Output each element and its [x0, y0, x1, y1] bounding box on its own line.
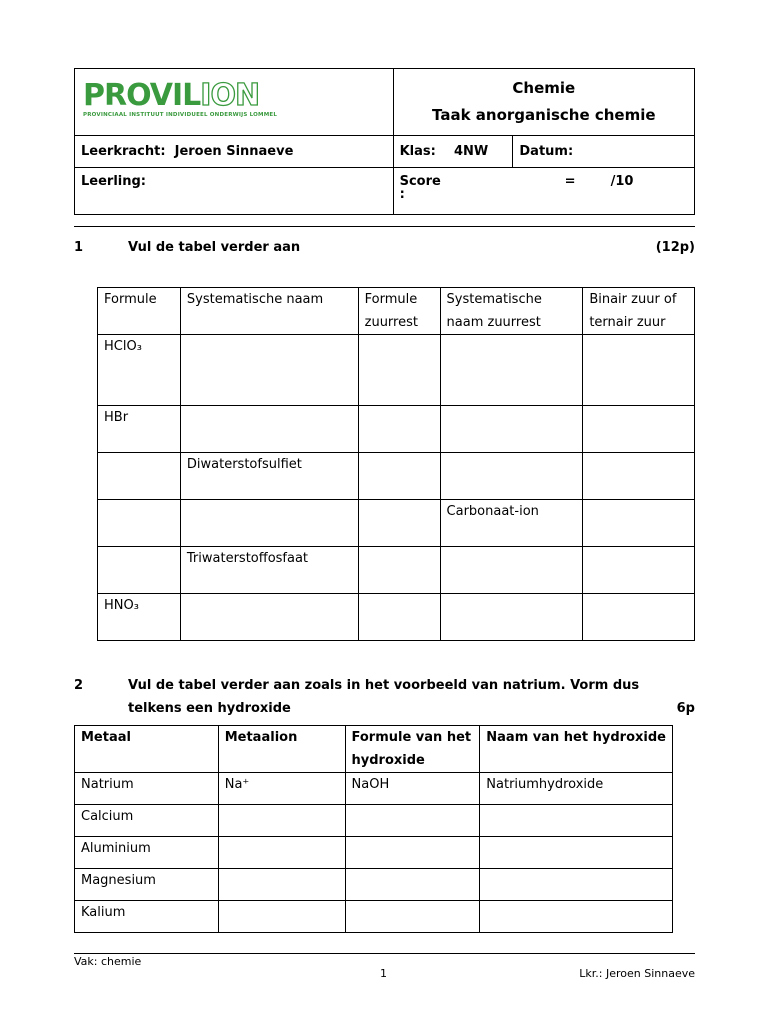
question-2-text-line2: telkens een hydroxide [128, 701, 291, 716]
hydroxide-table-cell[interactable]: Natrium [75, 773, 219, 805]
title-cell [393, 69, 694, 136]
acid-table-cell[interactable] [440, 406, 583, 453]
hydroxide-table-cell[interactable]: Magnesium [75, 869, 219, 901]
acid-table-cell[interactable] [358, 547, 440, 594]
logo-subtitle-b: INDIVIDUEEL ONDERWIJS LOMMEL [165, 112, 278, 118]
acid-table-cell[interactable]: Diwaterstofsulfiet [180, 453, 358, 500]
date-label: Datum: [519, 144, 574, 159]
table-row [98, 406, 695, 453]
table-row [98, 335, 695, 406]
student-cell [75, 168, 394, 215]
acid-table-cell[interactable] [358, 406, 440, 453]
acid-table-cell[interactable]: Carbonaat-ion [440, 500, 583, 547]
acid-table-cell[interactable] [358, 453, 440, 500]
question-1-points: (12p) [655, 240, 695, 255]
acid-table-cell[interactable] [583, 335, 695, 406]
class-cell [393, 136, 513, 168]
acid-table-header: Formule [98, 288, 181, 335]
acid-table-cell[interactable] [583, 594, 695, 641]
table-row [75, 805, 673, 837]
question-2-text-line1: Vul de tabel verder aan zoals in het voorbeeld van natrium. Vorm dus [128, 678, 640, 693]
acid-table-cell[interactable] [583, 406, 695, 453]
footer-divider [74, 953, 695, 954]
score-max: /10 [610, 174, 634, 189]
footer-subject: Vak: chemie [74, 955, 142, 968]
acid-table-cell[interactable] [358, 500, 440, 547]
acid-table-cell[interactable] [98, 453, 181, 500]
table-row [98, 500, 695, 547]
table-row [98, 547, 695, 594]
hydroxide-table-cell[interactable]: Natriumhydroxide [480, 773, 673, 805]
hydroxide-table-cell[interactable] [218, 901, 345, 933]
table-row [75, 773, 673, 805]
question-2-points: 6p [676, 701, 695, 716]
teacher-name: Jeroen Sinnaeve [174, 144, 294, 159]
acid-table-cell[interactable] [98, 547, 181, 594]
hydroxide-table-header: Naam van het hydroxide [480, 726, 673, 773]
hydroxide-table-cell[interactable] [480, 837, 673, 869]
header-divider [74, 226, 695, 227]
acid-table-cell[interactable]: HBr [98, 406, 181, 453]
date-cell [513, 136, 695, 168]
logo-cell [75, 69, 394, 136]
class-value: 4NW [453, 144, 489, 159]
score-cell [393, 168, 694, 215]
table-row [75, 869, 673, 901]
hydroxide-table-cell[interactable] [345, 901, 480, 933]
table-row [75, 901, 673, 933]
score-label: Score [399, 174, 441, 189]
hydroxide-table-cell[interactable] [480, 805, 673, 837]
hydroxide-table-cell[interactable] [345, 837, 480, 869]
acid-table-cell[interactable]: Triwaterstoffosfaat [180, 547, 358, 594]
score-colon: : [399, 187, 405, 202]
hydroxide-table [74, 725, 673, 933]
question-2-number: 2 [74, 678, 84, 693]
acid-table-cell[interactable] [180, 594, 358, 641]
acid-table-cell[interactable] [583, 547, 695, 594]
acid-table-cell[interactable] [358, 335, 440, 406]
acid-table-cell[interactable]: HNO₃ [98, 594, 181, 641]
hydroxide-table-cell[interactable] [480, 901, 673, 933]
acid-table-cell[interactable] [358, 594, 440, 641]
question-1-text: Vul de tabel verder aan [128, 240, 301, 255]
acid-table-cell[interactable] [440, 335, 583, 406]
acid-table-header: Formule zuurrest [358, 288, 440, 335]
acid-table-header: Binair zuur of ternair zuur [583, 288, 695, 335]
hydroxide-table-cell[interactable]: Kalium [75, 901, 219, 933]
header-table [74, 68, 695, 215]
hydroxide-table-header: Metaal [75, 726, 219, 773]
acid-table-cell[interactable] [440, 453, 583, 500]
subject-title: Chemie [512, 79, 576, 97]
acid-table-cell[interactable] [583, 500, 695, 547]
acid-table-cell[interactable] [180, 500, 358, 547]
hydroxide-table-cell[interactable]: NaOH [345, 773, 480, 805]
hydroxide-table-header: Formule van het hydroxide [345, 726, 480, 773]
hydroxide-table-cell[interactable] [218, 837, 345, 869]
table-row [75, 837, 673, 869]
question-2 [74, 674, 695, 720]
acid-table-cell[interactable]: HClO₃ [98, 335, 181, 406]
acid-table-cell[interactable] [440, 594, 583, 641]
hydroxide-table-cell[interactable]: Calcium [75, 805, 219, 837]
teacher-cell [75, 136, 394, 168]
acid-table-cell[interactable] [180, 335, 358, 406]
logo-subtitle-a: PROVINCIAAL INSTITUUT [83, 112, 166, 118]
acid-table-cell[interactable] [583, 453, 695, 500]
acid-table-cell[interactable] [440, 547, 583, 594]
hydroxide-table-cell[interactable]: Na⁺ [218, 773, 345, 805]
question-1 [74, 236, 695, 259]
logo-word-a: PROVIL [83, 78, 201, 113]
provilion-logo [83, 78, 385, 118]
teacher-label: Leerkracht: [81, 144, 166, 159]
task-title: Taak anorganische chemie [432, 106, 656, 124]
table-row [98, 594, 695, 641]
student-label: Leerling: [81, 174, 146, 189]
class-label: Klas: [399, 144, 436, 159]
acid-table-cell[interactable] [98, 500, 181, 547]
footer-teacher: Lkr.: Jeroen Sinnaeve [579, 967, 695, 980]
table-row [98, 453, 695, 500]
hydroxide-table-header: Metaalion [218, 726, 345, 773]
acid-table-header: Systematische naam [180, 288, 358, 335]
hydroxide-table-cell[interactable] [480, 869, 673, 901]
score-equals: = [564, 174, 576, 189]
hydroxide-table-cell[interactable] [345, 869, 480, 901]
hydroxide-table-cell[interactable] [218, 805, 345, 837]
hydroxide-table-cell[interactable] [345, 805, 480, 837]
hydroxide-table-cell[interactable]: Aluminium [75, 837, 219, 869]
acid-table-header: Systematische naam zuurrest [440, 288, 583, 335]
acid-table [97, 287, 695, 641]
acid-table-cell[interactable] [180, 406, 358, 453]
hydroxide-table-cell[interactable] [218, 869, 345, 901]
logo-word-b: ION [200, 78, 260, 113]
question-1-number: 1 [74, 240, 84, 255]
footer-page-number: 1 [380, 967, 387, 980]
